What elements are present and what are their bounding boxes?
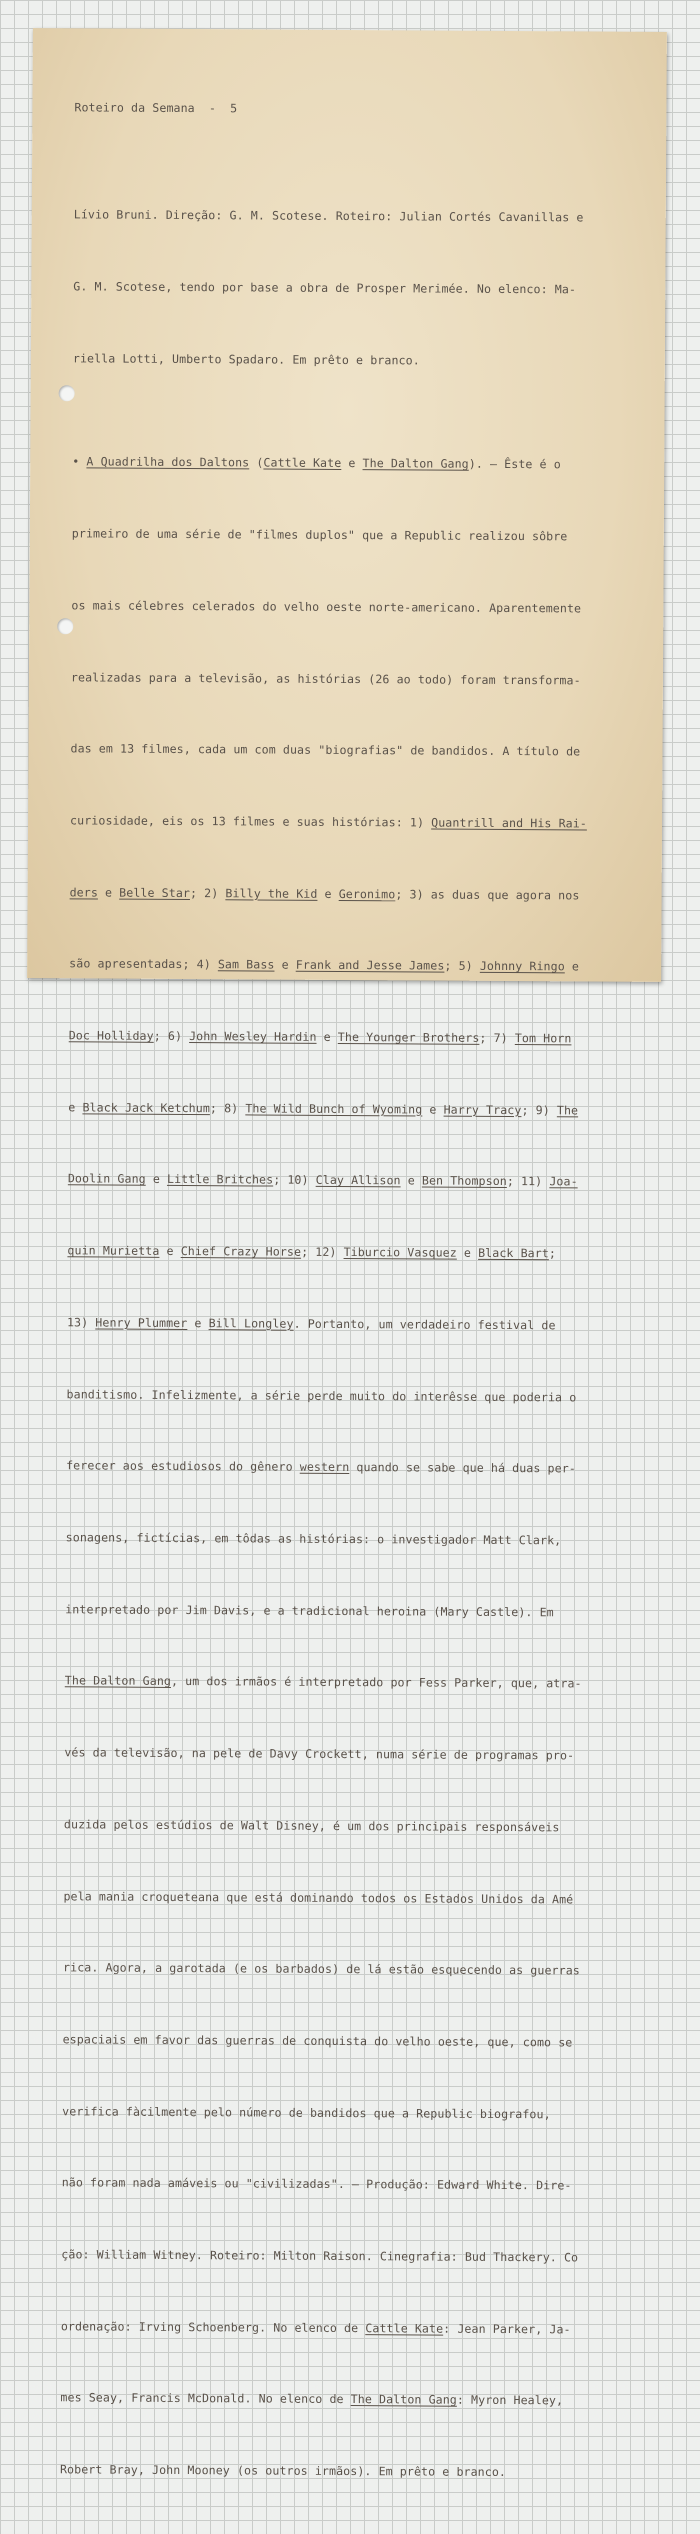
- text-line: sonagens, fictícias, em tôdas as histórias: o investigador Matt Clark,: [65, 1530, 562, 1548]
- text-line: espaciais em favor das guerras de conquista do velho oeste, que, como se: [62, 2032, 573, 2050]
- text-line: banditismo. Infelizmente, a série perde muito do interêsse que poderia o: [66, 1386, 577, 1404]
- text-line: ção: William Witney. Roteiro: Milton Raison. Cinegrafia: Bud Thackery. Co: [61, 2247, 579, 2265]
- text-line: quin Murietta e Chief Crazy Horse; 12) Tiburcio Vasquez e Black Bart;: [67, 1243, 557, 1261]
- text-line: riella Lotti, Umberto Spadaro. Em prêto e branco.: [72, 351, 420, 368]
- text-line: duzida pelos estúdios de Walt Disney, é um dos principais responsáveis: [63, 1817, 560, 1835]
- text-line: vés da televisão, na pele de Davy Crockett, numa série de programas pro-: [64, 1745, 575, 1763]
- typewritten-page: [27, 28, 667, 2480]
- text-line: das em 13 filmes, cada um com duas "biografias" de bandidos. A título de: [70, 741, 581, 759]
- film-title: The Dalton Gang: [362, 456, 469, 472]
- text-line: • A Quadrilha dos Daltons (Cattle Kate e The Dalton Gang). — Êste é o: [72, 454, 561, 472]
- text-line: 13) Henry Plummer e Bill Longley. Portanto, um verdadeiro festival de: [66, 1315, 556, 1333]
- text-line: realizadas para a televisão, as histórias (26 ao todo) foram transforma-: [70, 669, 581, 687]
- film-title: Cattle Kate: [263, 455, 342, 471]
- text-line: Doc Holliday; 6) John Wesley Hardin e The Younger Brothers; 7) Tom Horn: [68, 1028, 572, 1046]
- text-line: G. M. Scotese, tendo por base a obra de Prosper Merimée. No elenco: Ma-: [73, 279, 577, 297]
- text-line: e Black Jack Ketchum; 8) The Wild Bunch of Wyoming e Harry Tracy; 9) The: [68, 1100, 579, 1118]
- text-line: ordenação: Irving Schoenberg. No elenco de Cattle Kate: Jean Parker, Ja-: [60, 2319, 571, 2337]
- text-line: interpretado por Jim Davis, e a tradicional heroina (Mary Castle). Em: [65, 1601, 554, 1619]
- film-title: A Quadrilha dos Daltons: [86, 454, 250, 470]
- text-line: rica. Agora, a garotada (e os barbados) de lá estão esquecendo as guerras: [63, 1960, 580, 1978]
- text-line: os mais célebres celerados do velho oeste norte-americano. Aparentemente: [71, 598, 582, 616]
- text-line: curiosidade, eis os 13 filmes e suas histórias: 1) Quantrill and His Rai-: [70, 813, 587, 831]
- page-header: Roteiro da Semana - 5: [74, 100, 238, 116]
- text-line: Doolin Gang e Little Britches; 10) Clay Allison e Ben Thompson; 11) Joa-: [67, 1171, 578, 1189]
- text-line: verifica fàcilmente pelo número de bandidos que a Republic biografou,: [62, 2103, 551, 2121]
- text-line: The Dalton Gang, um dos irmãos é interpretado por Fess Parker, que, atra-: [64, 1673, 582, 1691]
- text-line: Robert Bray, John Mooney (os outros irmãos). Em prêto e branco.: [59, 2462, 507, 2480]
- page-text: [60, 48, 635, 2533]
- text-line: mes Seay, Francis McDonald. No elenco de The Dalton Gang: Myron Healey,: [60, 2390, 564, 2408]
- text-line: são apresentadas; 4) Sam Bass e Frank and Jesse James; 5) Johnny Ringo e: [69, 956, 580, 974]
- text-line: ders e Belle Star; 2) Billy the Kid e Geronimo; 3) as duas que agora nos: [69, 884, 580, 903]
- text-line: Lívio Bruni. Direção: G. M. Scotese. Roteiro: Julian Cortés Cavanillas e: [73, 207, 584, 225]
- text-line: ferecer aos estudiosos do gênero western quando se sabe que há duas per-: [66, 1458, 576, 1476]
- text-line: primeiro de uma série de "filmes duplos" que a Republic realizou sôbre: [71, 526, 568, 544]
- text-line: pela mania croqueteana que está dominando todos os Estados Unidos da Amé: [63, 1888, 574, 1906]
- text-line: não foram nada amáveis ou "civilizadas". — Produção: Edward White. Dire-: [61, 2175, 572, 2193]
